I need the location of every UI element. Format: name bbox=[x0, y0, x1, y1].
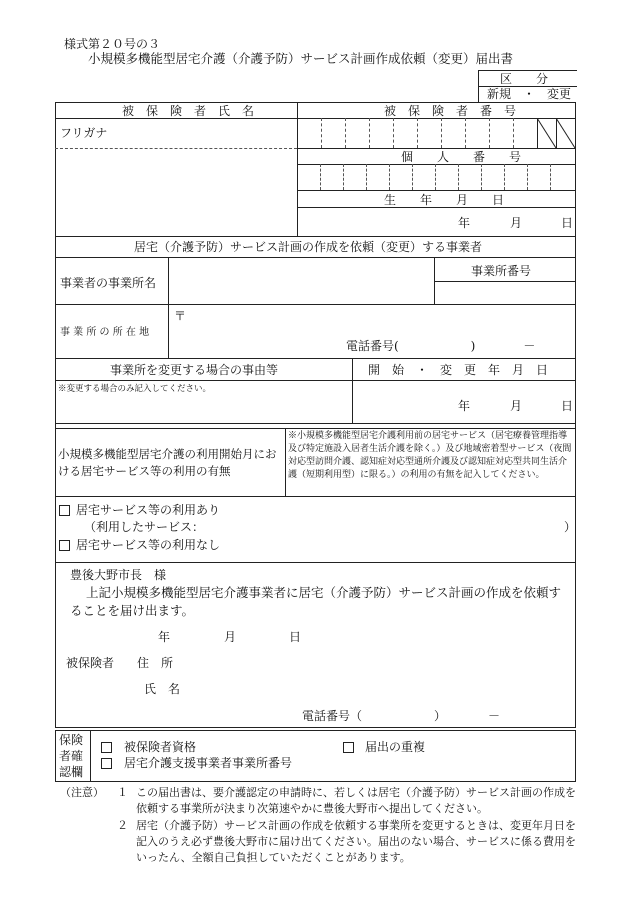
used-services-label: （利用したサービス： bbox=[84, 520, 205, 534]
personal-number-header: 個 人 番 号 bbox=[401, 150, 522, 164]
office-number-label: 事業所番号 bbox=[471, 264, 532, 278]
office-address-label: 事 業 所 の 所 在 地 bbox=[60, 327, 150, 338]
insured-name-header: 被 保 険 者 氏 名 bbox=[122, 104, 255, 118]
usage-note: ※小規模多機能型居宅介護利用前の居宅サービス（居宅療養管理指導及び特定施設入居者生活介護を除く。）及び地域密着型サービス（夜間対応型訪問介護、認知症対応型通所介護及び認知症対応型共同生活介護（短期利用型）に限る。）の利用の有無を記入してください。 bbox=[288, 431, 572, 480]
insured-number-header: 被 保 険 者 番 号 bbox=[384, 104, 517, 118]
birth-month-label: 月 bbox=[510, 216, 523, 230]
birth-date-header: 生 年 月 日 bbox=[384, 193, 505, 207]
name-label: 氏 名 bbox=[144, 682, 181, 696]
office-number-field[interactable] bbox=[436, 282, 575, 303]
check-item3-label: 居宅介護支援事業者事業所番号 bbox=[124, 756, 293, 770]
change-month-label: 月 bbox=[510, 399, 523, 413]
provider-section-title: 居宅（介護予防）サービス計画の作成を依頼（変更）する事業者 bbox=[134, 240, 483, 254]
declarant-name-field[interactable] bbox=[180, 679, 570, 697]
office-address-field[interactable] bbox=[186, 308, 574, 333]
usage-yes-label: 居宅サービス等の利用あり bbox=[76, 503, 221, 517]
insured-name-field[interactable] bbox=[56, 150, 296, 235]
note2-text: 居宅（介護予防）サービス計画の作成を依頼する事業所を変更するときは、変更年月日を記入のうえ必ず豊後大野市に届け出てください。届出のない場合、サービスに係る費用をいったん、全額自己負担していただくことがあります。 bbox=[136, 819, 576, 864]
usage-yes-checkbox[interactable] bbox=[59, 505, 70, 516]
note1-text: この届出書は、要介護認定の申請時に、若しくは居宅（介護予防）サービス計画の作成を依頼する事業所が決まり次第速やかに豊後大野市へ提出してください。 bbox=[136, 786, 576, 815]
check-item2-checkbox[interactable] bbox=[343, 742, 354, 753]
check-item1-checkbox[interactable] bbox=[101, 742, 112, 753]
office-name-label: 事業者の事業所名 bbox=[60, 276, 157, 290]
change-reason-header: 事業所を変更する場合の事由等 bbox=[110, 363, 279, 377]
change-year-label: 年 bbox=[458, 399, 471, 413]
usage-no-checkbox[interactable] bbox=[59, 540, 70, 551]
usage-no-label: 居宅サービス等の利用なし bbox=[76, 538, 221, 552]
check-item1-label: 被保険者資格 bbox=[124, 740, 197, 754]
check-item3-checkbox[interactable] bbox=[101, 758, 112, 769]
birth-date-field[interactable] bbox=[298, 208, 575, 235]
insured-label: 被保険者 bbox=[66, 656, 115, 670]
furigana-label: フリガナ bbox=[60, 126, 108, 140]
birth-year-label: 年 bbox=[458, 216, 471, 230]
declaration-year-label: 年 bbox=[158, 630, 171, 644]
office-name-field[interactable] bbox=[170, 259, 432, 304]
used-services-field[interactable] bbox=[200, 519, 560, 534]
birth-day-label: 日 bbox=[561, 216, 574, 230]
usage-question: 小規模多機能型居宅介護の利用開始月における居宅サービス等の利用の有無 bbox=[58, 447, 277, 478]
insurer-check-label: 保険者確認欄 bbox=[59, 733, 84, 779]
note2-number: ２ bbox=[117, 819, 128, 832]
declaration-body: 上記小規模多機能型居宅介護事業者に居宅（介護予防）サービス計画の作成を依頼することを届け出ます。 bbox=[70, 585, 562, 618]
change-reason-field[interactable] bbox=[57, 396, 350, 422]
crossed-cells bbox=[537, 118, 576, 148]
notes-prefix: （注意） bbox=[60, 786, 104, 799]
declaration-day-label: 日 bbox=[289, 630, 302, 644]
office-phone[interactable]: 電話番号( ) － bbox=[346, 339, 536, 353]
form-title: 小規模多機能型居宅介護（介護予防）サービス計画作成依頼（変更）届出書 bbox=[88, 51, 514, 66]
insured-number-grid[interactable] bbox=[298, 119, 575, 147]
form-number: 様式第２０号の３ bbox=[64, 37, 161, 51]
address-label: 住 所 bbox=[137, 656, 174, 670]
change-date-header: 開 始 ・ 変 更 年 月 日 bbox=[368, 363, 549, 377]
addressee: 豊後大野市長 様 bbox=[70, 568, 167, 582]
declarant-phone[interactable]: 電話番号（ ） － bbox=[302, 709, 501, 723]
note1-number: １ bbox=[117, 786, 128, 799]
change-day-label: 日 bbox=[561, 399, 574, 413]
declarant-address-field[interactable] bbox=[180, 653, 570, 671]
postal-mark: 〒 bbox=[174, 309, 187, 323]
personal-number-grid[interactable] bbox=[298, 165, 575, 189]
change-note: ※変更する場合のみ記入してください。 bbox=[58, 384, 212, 394]
declaration-month-label: 月 bbox=[224, 630, 237, 644]
check-item2-label: 届出の重複 bbox=[365, 740, 426, 754]
used-services-close: ） bbox=[564, 520, 577, 534]
division-label: 区 分 bbox=[500, 72, 549, 86]
division-value[interactable]: 新規 ・ 変更 bbox=[487, 87, 572, 101]
